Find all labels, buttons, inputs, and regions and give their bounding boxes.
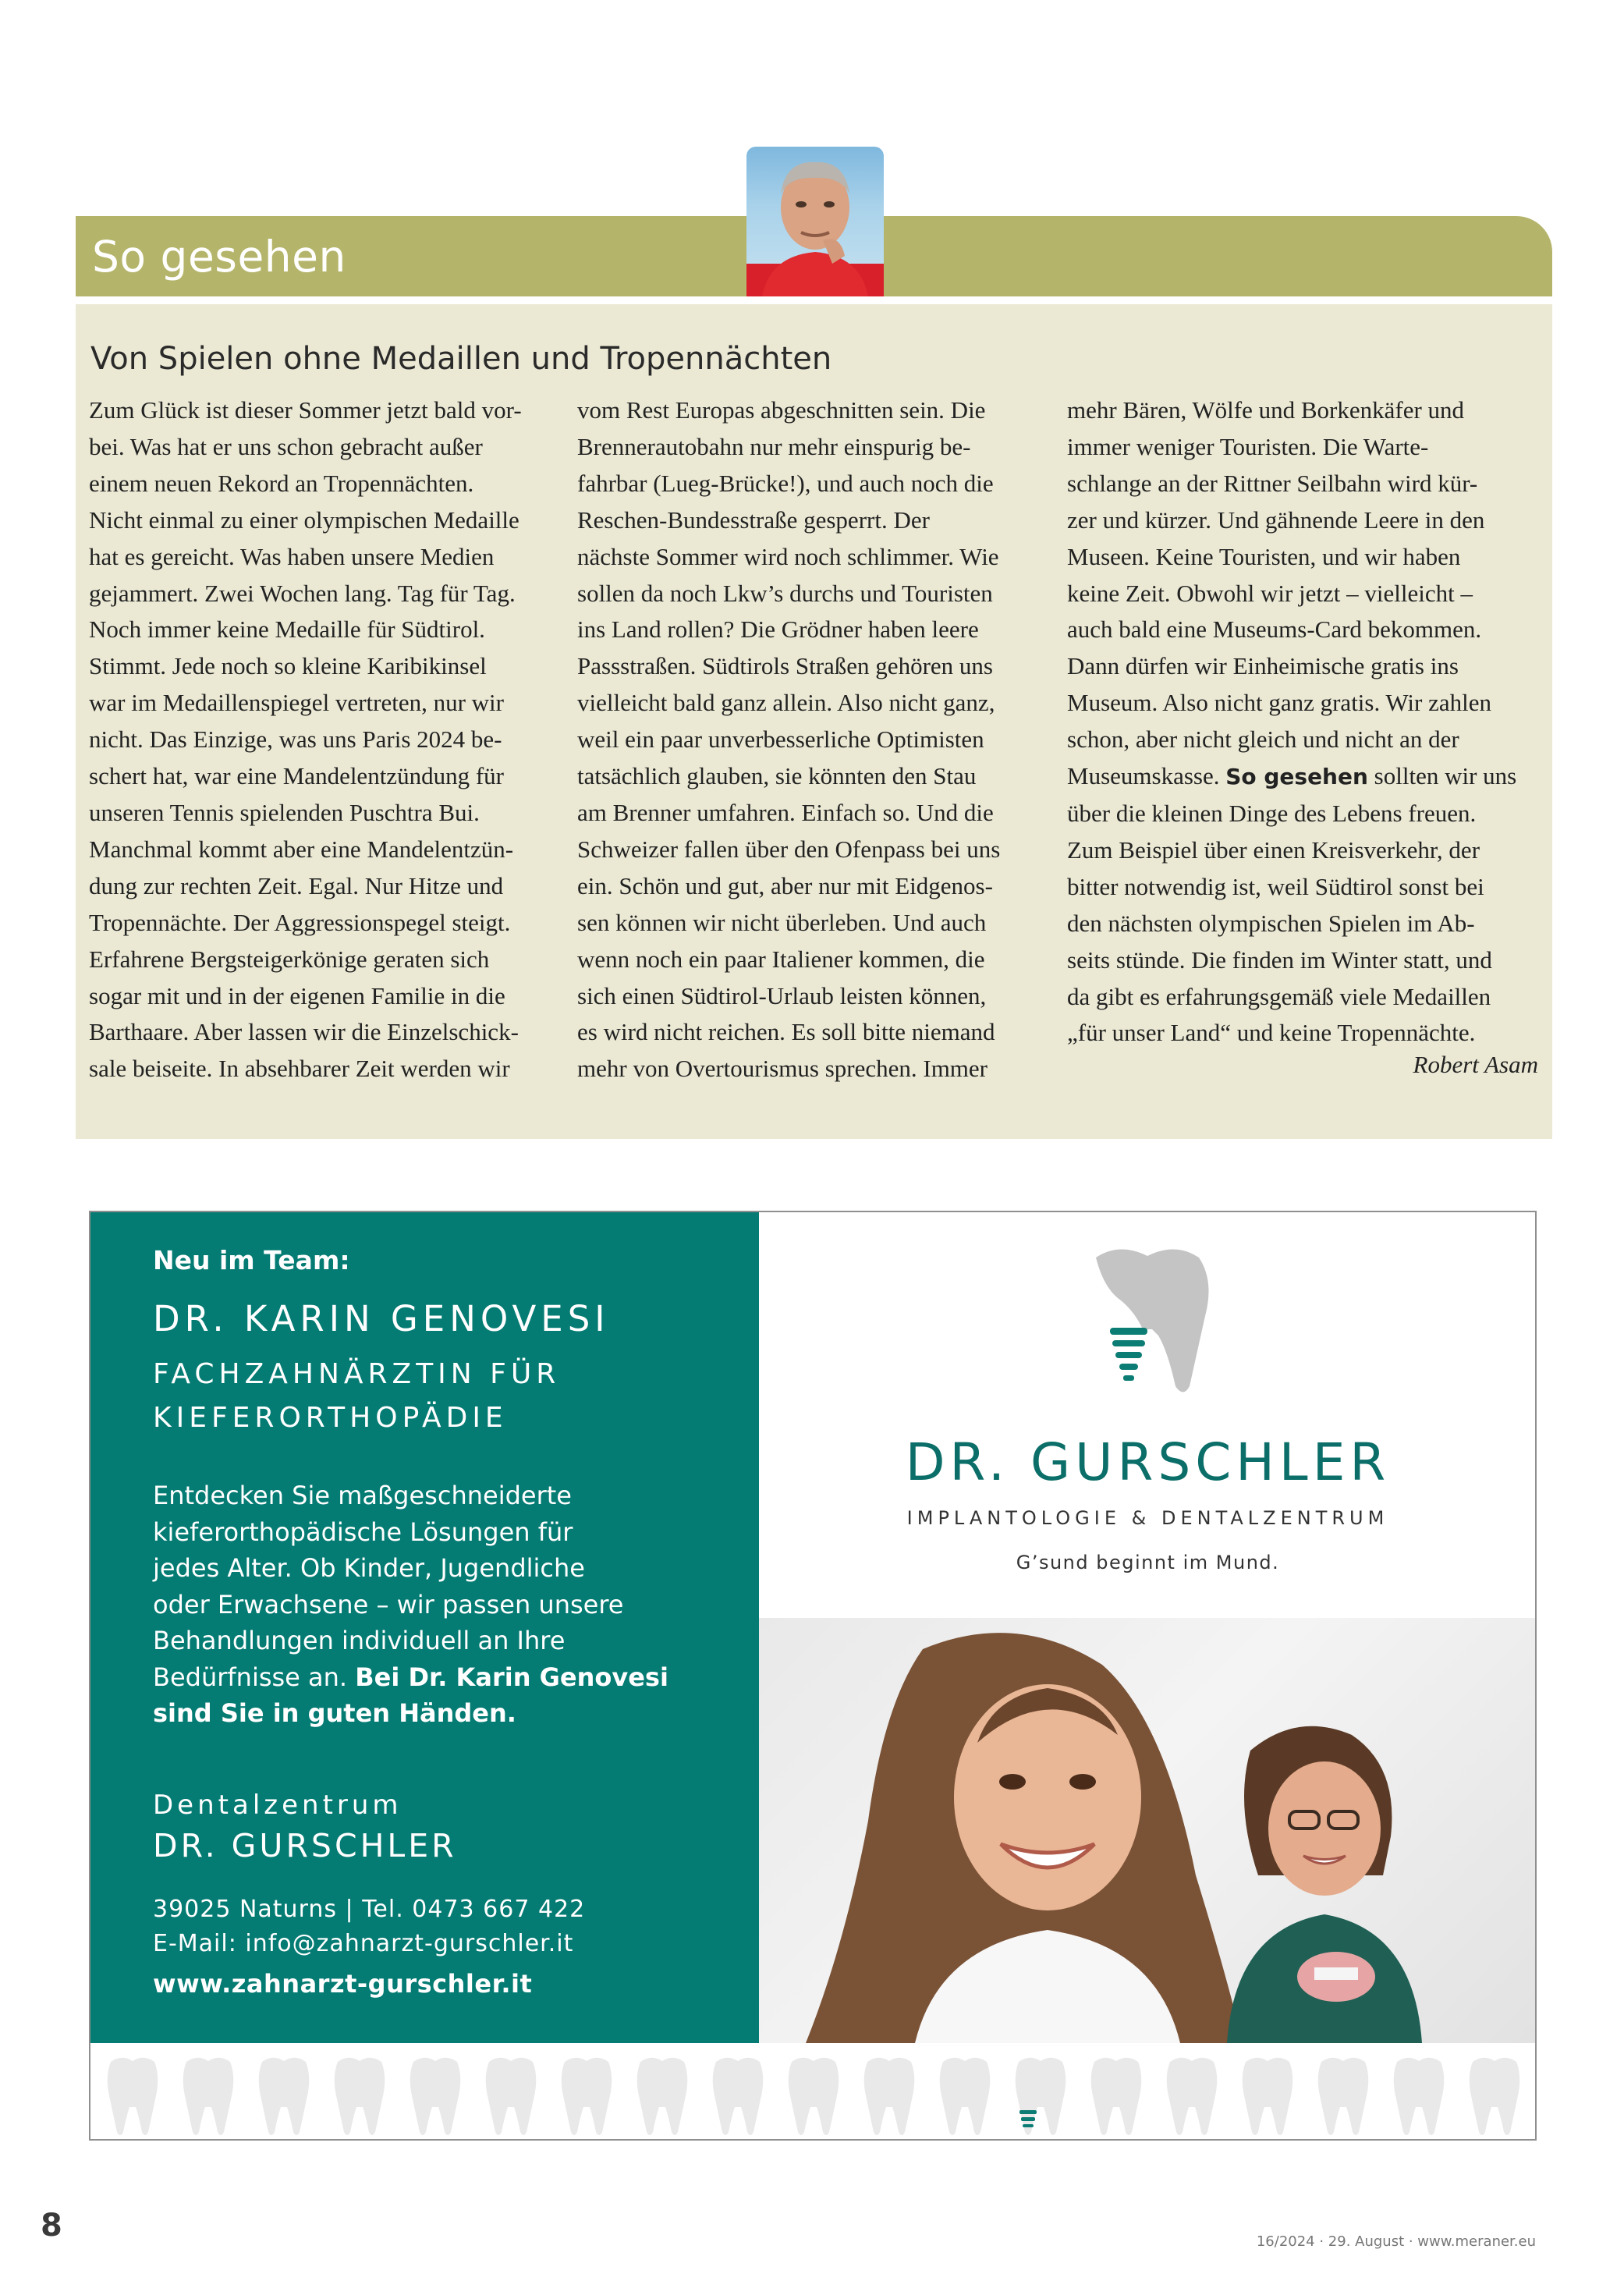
ad-description-text: Entdecken Sie maßgeschneiderte kieferorthopädische Lösungen für jedes Alter. Ob Kinder, Jugendliche oder Erwachsene – wir passen unsere Behandlungen individuell an Ihre Bedürfnisse an. [153,1481,624,1692]
page-number: 8 [41,2208,62,2244]
ad-website-link[interactable]: www.zahnarzt-gurschler.it [153,1969,533,1999]
ad-center-label: Dentalzentrum [153,1790,402,1821]
column-3-text-a: mehr Bären, Wölfe und Borkenkäfer und immer weniger Touristen. Die Warte- schlange an der Rittner Seilbahn wird kür- zer und kürzer. Und gähnende Leere in den Museen. Keine Touristen, und wir haben keine Zeit. Obwohl wir jetzt – vielleicht – auch bald eine Museums-Card bekommen. Dann dürfen wir Einheimische gratis ins Museum. Also nicht ganz gratis. Wir zahlen schon, aber nicht gleich und nicht an der Museumskasse. [1067,396,1492,790]
article-column-3 [1067,392,1544,1052]
header-divider [76,296,1552,301]
page-footer: 16/2024 · 29. August · www.meraner.eu [1256,2233,1536,2250]
author-portrait [746,147,884,296]
ad-info-panel [90,1212,759,2043]
tooth-pattern-strip [90,2043,1537,2141]
photo-illustration [759,1618,1537,2043]
article-author: Robert Asam [1413,1051,1538,1078]
ad-description [153,1478,668,1732]
ad-specialty: FACHZAHNÄRZTIN FÜR KIEFERORTHOPÄDIE [153,1358,561,1434]
logo-tagline: G’sund beginnt im Mund. [1016,1552,1280,1573]
column-3-emphasis: So gesehen [1225,764,1368,790]
article-title: Von Spielen ohne Medaillen und Tropennächten [90,341,832,377]
logo-subtitle: IMPLANTOLOGIE & DENTALZENTRUM [906,1507,1389,1529]
ad-doctor-name: DR. KARIN GENOVESI [153,1298,610,1339]
article-column-2: vom Rest Europas abgeschnitten sein. Die Brennerautobahn nur mehr einspurig be- fahrbar (Lueg-Brücke!), und auch noch die Reschen-Bundesstraße gesperrt. Der nächste Sommer wird noch schlimmer. Wie sollen da noch Lkw’s durchs und Touristen ins Land rollen? Die Grödner haben leere Passstraßen. Südtirols Straßen gehören uns vielleicht bald ganz allein. Also nicht ganz, weil ein paar unverbesserliche Optimisten tatsächlich glauben, sie könnten den Stau am Brenner umfahren. Einfach so. Und die Schweizer fallen über den Ofenpass bei uns ein. Schön und gut, aber nur mit Eidgenos- sen können wir nicht überleben. Und auch wenn noch ein paar Italiener kommen, die sich einen Südtirol-Urlaub leisten können, es wird nicht reichen. Es soll bitte niemand mehr von Overtourismus sprechen. Immer [577,396,1001,1083]
ad-logo-panel [759,1212,1537,1618]
ad-center-name: DR. GURSCHLER [153,1827,457,1864]
ad-photo [759,1618,1537,2043]
ad-description-bold: Bei Dr. Karin Genovesi sind Sie in guten Händen. [153,1662,668,1728]
tooth-implant-icon [1080,1242,1214,1398]
article-column-1: Zum Glück ist dieser Sommer jetzt bald vor- bei. Was hat er uns schon gebracht außer einem neuen Rekord an Tropennächten. Nicht einmal zu einer olympischen Medaille hat es gereicht. Was haben unsere Medien gejammert. Zwei Wochen lang. Tag für Tag. Noch immer keine Medaille für Südtirol. Stimmt. Jede noch so kleine Karibikinsel war im Medaillenspiegel vertreten, nur wir nicht. Das Einzige, was uns Paris 2024 be- schert hat, war eine Mandelentzündung für unseren Tennis spielenden Puschtra Bui. Manchmal kommt aber eine Mandelentzün- dung zur rechten Zeit. Egal. Nur Hitze und Tropennächte. Der Aggressionspegel steigt. Erfahrene Bergsteigerkönige geraten sich sogar mit und in der eigenen Familie in die Barthaare. Aber lassen wir die Einzelschick- sale beiseite. In absehbarer Zeit werden wir [89,396,522,1083]
logo-name: DR. GURSCHLER [905,1432,1391,1492]
column-header-title: So gesehen [92,232,346,282]
column-3-text-b: sollten wir uns über die kleinen Dinge des Lebens freuen. Zum Beispiel über einen Kreisverkehr, der bitter notwendig ist, weil Südtirol sonst bei den nächsten olympischen Spielen im Ab- seits stünde. Die finden im Winter statt, und da gibt es erfahrungsgemäß viele Medaillen „für unser Land“ und keine Tropennächte. [1067,762,1517,1047]
tooth-pattern [90,2043,1537,2141]
ad-contact: 39025 Naturns | Tel. 0473 667 422 E-Mail: info@zahnarzt-gurschler.it [153,1896,586,1957]
dental-advertisement [89,1211,1537,2141]
portrait-illustration [746,147,884,296]
ad-new-in-team: Neu im Team: [153,1245,350,1275]
